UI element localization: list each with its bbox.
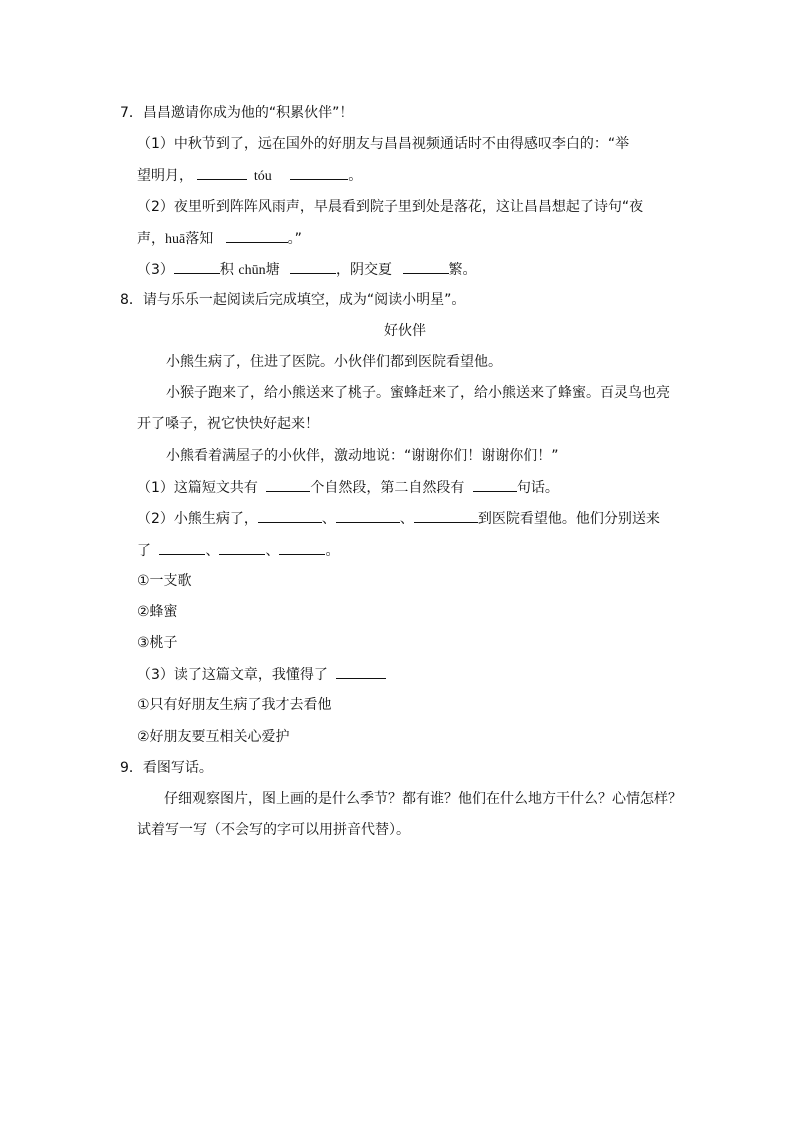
q7-part3-text-2: 塘 bbox=[265, 262, 280, 278]
q8-sub2-sep-4: 、 bbox=[265, 543, 280, 559]
q8-sub2-text-2: 到医院看望他。他们分别送来 bbox=[477, 511, 660, 527]
q7-part3-blank-2[interactable] bbox=[290, 259, 336, 274]
q9-title: 9．看图写话。 bbox=[120, 760, 213, 776]
q8-story-para1: 小熊生病了，住进了医院。小伙伴们都到医院看望他。 bbox=[166, 354, 502, 370]
q8-sub2-text-1: （2）小熊生病了， bbox=[137, 511, 258, 527]
q8-sub1-blank-2[interactable] bbox=[473, 477, 517, 492]
q8-sub1-blank-1[interactable] bbox=[266, 477, 310, 492]
q8-sub2-line2 bbox=[137, 540, 339, 561]
q7-part2-line2 bbox=[137, 228, 302, 250]
q8-sub1 bbox=[137, 477, 559, 498]
q7-part2-blank[interactable] bbox=[226, 228, 288, 243]
q7-part1-line1: （1）中秋节到了，远在国外的好朋友与昌昌视频通话时不由得感叹李白的：“举 bbox=[137, 136, 630, 152]
q8-sub1-text-1: （1）这篇短文共有 bbox=[137, 480, 258, 496]
q8-sub2-text-3: 了 bbox=[137, 543, 151, 559]
q7-part1-blank-2[interactable] bbox=[290, 165, 348, 180]
q7-part3-blank-3[interactable] bbox=[403, 259, 449, 274]
q8-story-para3: 小熊看着满屋子的小伙伴，激动地说：“谢谢你们！谢谢你们！” bbox=[166, 448, 559, 464]
q7-part1-end: 。 bbox=[348, 168, 363, 184]
q7-part3-text-1: 积 bbox=[219, 262, 234, 278]
q7-part2-text: 声， bbox=[137, 231, 165, 247]
q8-option-3: ③桃子 bbox=[137, 635, 178, 651]
q8-sub1-text-2: 个自然段，第二自然段有 bbox=[310, 480, 465, 496]
q7-part2-line1: （2）夜里听到阵阵风雨声，早晨看到院子里到处是落花，这让昌昌想起了诗句“夜 bbox=[137, 199, 644, 215]
q8-sub1-text-3: 句话。 bbox=[516, 480, 559, 496]
q7-part3-text-4: 繁。 bbox=[448, 262, 477, 278]
q7-part2-end: 。” bbox=[287, 231, 302, 247]
q8-story-para2-line1: 小猴子跑来了，给小熊送来了桃子。蜜蜂赶来了，给小熊送来了蜂蜜。百灵鸟也亮 bbox=[166, 385, 670, 401]
q9-description-line2: 试着写一写（不会写的字可以用拼音代替）。 bbox=[137, 822, 410, 838]
q7-part3-label: （3） bbox=[137, 262, 174, 278]
q7-part3-line bbox=[137, 259, 477, 281]
q8-sub3-text: （3）读了这篇文章，我懂得了 bbox=[137, 667, 328, 683]
q7-part1-pinyin: tóu bbox=[253, 169, 272, 184]
q8-sub2-blank-3[interactable] bbox=[414, 508, 478, 523]
q8-sub2-sep-1: 、 bbox=[321, 511, 336, 527]
q8-sub2-blank-5[interactable] bbox=[219, 540, 265, 555]
q7-part3-text-3: ，阴交夏 bbox=[336, 262, 393, 278]
q7-part1-line2 bbox=[137, 165, 362, 187]
q7-part1-text: 望明月， bbox=[137, 168, 193, 184]
q8-sub2-sep-3: 、 bbox=[205, 543, 220, 559]
q8-sub2-sep-2: 、 bbox=[399, 511, 414, 527]
q8-title: 8．请与乐乐一起阅读后完成填空，成为“阅读小明星”。 bbox=[120, 292, 466, 308]
q7-part1-blank-1[interactable] bbox=[197, 165, 247, 180]
q8-sub3-option-2: ②好朋友要互相关心爱护 bbox=[137, 729, 290, 745]
q8-option-1: ①一支歌 bbox=[137, 573, 192, 589]
q8-option-2: ②蜂蜜 bbox=[137, 604, 178, 620]
q7-part3-blank-1[interactable] bbox=[174, 259, 220, 274]
q7-part2-pinyin: huā落知 bbox=[165, 232, 214, 247]
q8-sub3-option-1: ①只有好朋友生病了我才去看他 bbox=[137, 697, 332, 713]
q8-sub2-blank-6[interactable] bbox=[279, 540, 325, 555]
q7-part3-pinyin: chūn bbox=[238, 263, 266, 278]
q8-sub2-blank-4[interactable] bbox=[159, 540, 205, 555]
q8-story-para2-line2: 开了嗓子，祝它快快好起来！ bbox=[137, 416, 319, 432]
q8-sub2-blank-2[interactable] bbox=[336, 508, 400, 523]
q8-sub2-blank-1[interactable] bbox=[258, 508, 322, 523]
q8-sub3-blank[interactable] bbox=[336, 664, 386, 679]
q8-story-title: 好伙伴 bbox=[384, 323, 426, 339]
q9-description-line1: 仔细观察图片，图上画的是什么季节？都有谁？他们在什么地方干什么？心情怎样？ bbox=[164, 791, 682, 807]
q8-sub2-line1 bbox=[137, 508, 660, 529]
q8-sub3 bbox=[137, 664, 386, 685]
q7-title: 7．昌昌邀请你成为他的“积累伙伴”！ bbox=[120, 105, 354, 121]
q8-sub2-end: 。 bbox=[325, 543, 340, 559]
